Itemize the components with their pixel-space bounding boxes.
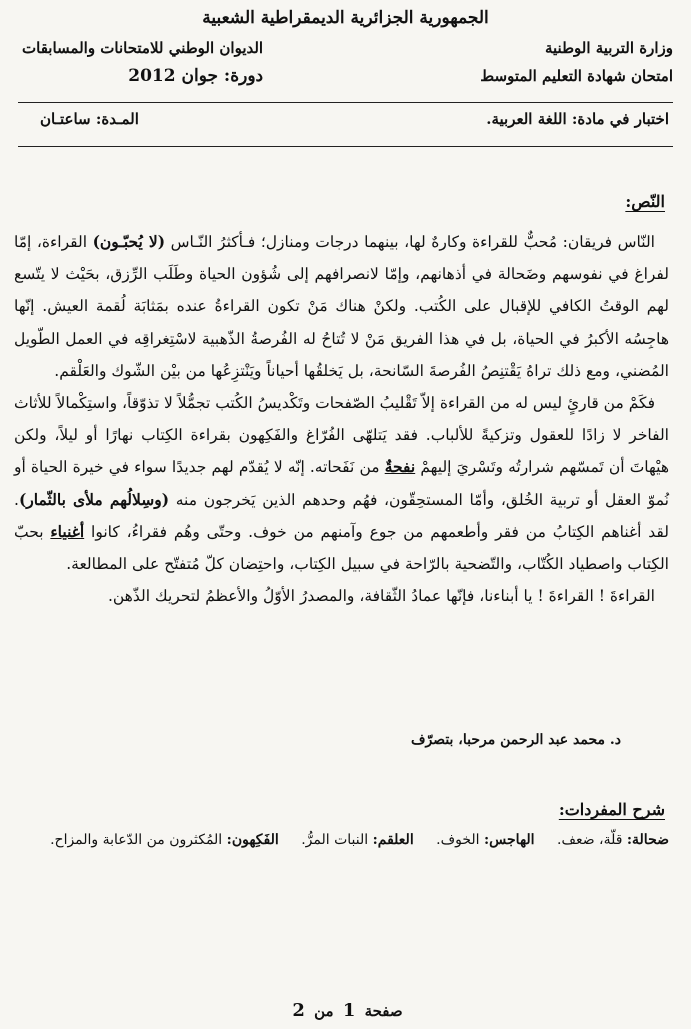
of-word: من bbox=[314, 1002, 334, 1020]
text-section-title: النّص: bbox=[625, 192, 665, 211]
office-label: الديوان الوطني للامتحانات والمسابقات bbox=[22, 39, 264, 57]
duration-label: المـدة: ساعتـان bbox=[40, 110, 139, 128]
paragraph-3: القراءةَ ! القراءةَ ! يا أبناءنا، فإنّها عمادُ الثّقافة، والمصدرُ الأوّلُ والأعظمُ لتحريك الذّهن. bbox=[107, 587, 655, 606]
vocab-definition: الخوف. bbox=[436, 832, 485, 848]
vocabulary-title: شرح المفردات: bbox=[558, 800, 665, 819]
p2-part-d: بحبّ الكِتاب واصطياد الكُتّاب، والتّضحية بالرّاحة في سبيل الكِتاب، واحتِضان كلّ مُتفتّح على المطالعة. bbox=[14, 522, 669, 574]
vocab-item bbox=[436, 832, 534, 848]
subject-label: اختبار في مادة: اللغة العربية. bbox=[486, 110, 669, 128]
vocab-definition: المُكثرون من الدّعابة والمزاح. bbox=[50, 832, 227, 848]
vocab-definition: النبات المرُّ. bbox=[301, 832, 373, 848]
meta-divider bbox=[18, 146, 673, 147]
vocab-term: الهاجس: bbox=[484, 832, 535, 848]
header-left-block bbox=[22, 34, 263, 90]
p2-part-c: . لقد أغناهم الكِتابُ من فقر وأطعمهم من جوع وآمنهم من خوف. وحتّى وهُم فقراءُ، كانوا bbox=[14, 490, 669, 541]
session-label: دورة: جوان 2012 bbox=[128, 66, 264, 86]
page-footer bbox=[0, 1000, 691, 1021]
paragraph-1 bbox=[14, 226, 669, 387]
vocab-item bbox=[557, 832, 669, 848]
p1-part-a: النّاس فريقان: مُحبٌّ للقراءة وكارهٌ لها، بينهما درجات ومنازل؛ فـأكثرُ النّـاس bbox=[165, 233, 655, 251]
p2-part-a: فكَمْ من قارئٍ ليس له من القراءة إلاّ تَقْليبُ الصّفحات وتَكْديسُ الكُتب تجمُّلاً لا تذوّقاً، واستِكْمالاً للأثاث الفاخر لا زادًا للعقول وتزكيةً للألباب. فقد يَتلهّى الفُرّاغ والفَكِهون بقراءة الكِتاب نهارًا أو ليلاً، ولكن هيْهاتَ أن تَمسّهم شرارتُه وتَسْريَ إليهمْ bbox=[14, 394, 670, 477]
exam-label: امتحان شهادة التعليم المتوسط bbox=[480, 67, 673, 85]
page-word: صفحة bbox=[364, 1002, 403, 1020]
p2-part-b: من نَفَحاته. إنّه لا يُقدّم لهم جديدًا سواء في خيرة الحياة أو نُموّ العقل أو تربية الخُلق، وأمّا المستحِقّون، فهُم وحدهم الذين يَخرجون منه bbox=[14, 458, 670, 509]
vocab-term: العلقم: bbox=[372, 832, 414, 848]
p2-emphasis-1: نفحةٌ bbox=[384, 457, 416, 477]
vocab-term: الفَكِهون: bbox=[226, 832, 279, 848]
p2-emphasis-2: (وسِلالُهم ملأى بالثّمار) bbox=[18, 489, 170, 509]
paragraph-2 bbox=[14, 387, 669, 580]
header-divider bbox=[18, 102, 673, 103]
vocab-definition: قلّة، ضعف. bbox=[557, 832, 627, 848]
vocab-term: ضحالة: bbox=[626, 832, 669, 848]
vocab-item bbox=[50, 832, 279, 848]
page-total: 2 bbox=[292, 1000, 305, 1021]
reading-passage bbox=[14, 226, 669, 612]
vocab-item bbox=[301, 832, 414, 848]
author-attribution: د. محمد عبد الرحمن مرحبا، بتصرّف bbox=[410, 732, 621, 748]
ministry-label: وزارة التربية الوطنية bbox=[544, 39, 673, 57]
p2-emphasis-3: أغنياء bbox=[50, 521, 85, 541]
p1-part-b: القراءة، إمّا لفراغ في نفوسهم وضَحالة في أذهانهم، وإمّا لانصرافهم إلى شُؤون الحياة وطَلَب الرِّزق، بحَيْث لا يتّسع لهم الوقتُ الكافي للإقبال على الكُتب. ولكنْ هناك مَنْ تكون القراءةُ عنده بمَثابَة لُقمة العيش. إنّها هاجِسُه الأكبرُ في الحياة، بل في هذا الفريق مَنْ لا تُتاحُ له الفُرصةُ الذّهبية لاسْتِغراقِه في العمل الطّويل المُضني، ومع ذلك تراهُ يَقْتنِصُ الفُرصةَ السّانحة، بل يَخلقُها أحياناً ويَنْتزِعُها من بيْن الشّوك والعَلْقم. bbox=[14, 233, 669, 380]
p1-emphasis: (لا يُحبّـون) bbox=[92, 232, 166, 251]
vocabulary-list bbox=[10, 832, 669, 848]
republic-title: الجمهورية الجزائرية الديمقراطية الشعبية bbox=[202, 8, 489, 28]
header-right-block bbox=[480, 34, 673, 90]
page-number: 1 bbox=[342, 1000, 356, 1021]
